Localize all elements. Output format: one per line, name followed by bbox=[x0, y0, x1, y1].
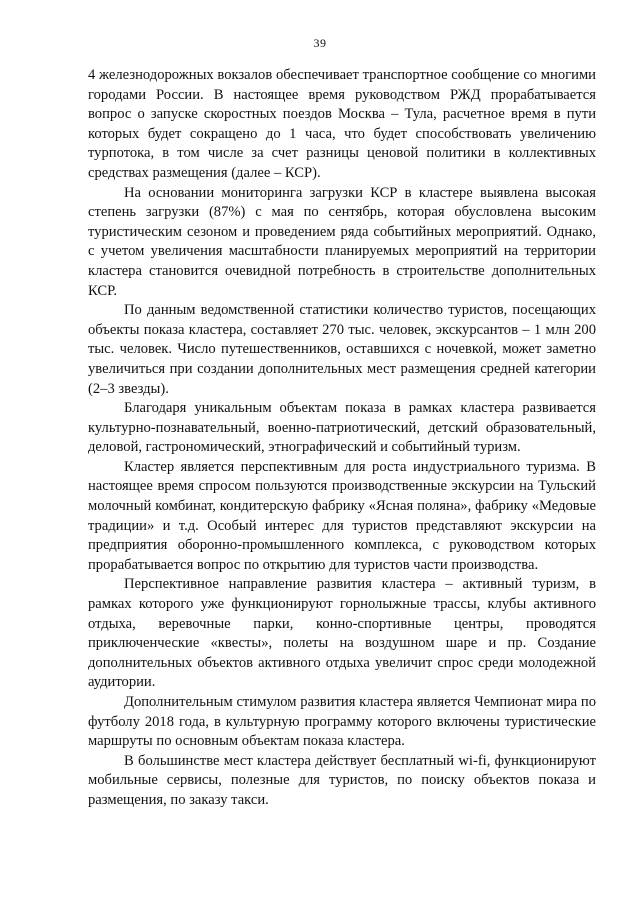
paragraph-ksr-load-monitoring: На основании мониторинга загрузки КСР в кластере выявлена высокая степень загрузки (87%) с мая по сентябрь, которая обусловлена высоким туристическим сезоном и проведением ряда событийных мероприятий. Однако, с учетом увеличения масштабности планируемых мероприятий на территории кластера становится очевидной потребность в строительстве дополнительных КСР. bbox=[88, 184, 596, 299]
paragraph-wifi-services: В большинстве мест кластера действует бесплатный wi-fi, функционируют мобильные сервисы, полезные для туристов, по поиску объектов показа и размещения, по заказу такси. bbox=[88, 752, 596, 808]
paragraph-world-cup: Дополнительным стимулом развития кластера является Чемпионат мира по футболу 2018 года, в культурную программу которого включены туристические маршруты по основным объектам показа кластера. bbox=[88, 694, 596, 750]
body-text bbox=[88, 66, 596, 811]
paragraph-railway-stations: 4 железнодорожных вокзалов обеспечивает транспортное сообщение со многими городами России. В настоящее время руководством РЖД прорабатывается вопрос о запуске скоростных поездов Москва – Тула, расчетное время в пути которых будет сокращено до 1 часа, что будет способствовать увеличению турпотока, в том числе за счет разницы ценовой политики в коллективных средствах размещения (далее – КСР). bbox=[88, 67, 596, 181]
paragraph-active-tourism: Перспективное направление развития кластера – активный туризм, в рамках которого уже функционируют горнолыжные трассы, клубы активного отдыха, веревочные парки, конно-спортивные центры, проводятся приключенческие «квесты», полеты на воздушном шаре и пр. Создание дополнительных объектов активного отдыха увеличит спрос среди молодежной аудитории. bbox=[88, 576, 596, 691]
paragraph-industrial-tourism: Кластер является перспективным для роста индустриального туризма. В настоящее время спросом пользуются производственные экскурсии на Тульский молочный комбинат, кондитерскую фабрику «Ясная поляна», фабрику «Медовые традиции» и т.д. Особый интерес для туристов представляют экскурсии на предприятия оборонно-промышленного комплекса, с руководством которых прорабатывается вопрос по открытию для туристов части производства. bbox=[88, 458, 596, 573]
paragraph-tourism-types: Благодаря уникальным объектам показа в рамках кластера развивается культурно-познавательный, военно-патриотический, детский образовательный, деловой, гастрономический, этнографический и событийный туризм. bbox=[88, 400, 596, 456]
paragraph-tourist-statistics: По данным ведомственной статистики количество туристов, посещающих объекты показа кластера, составляет 270 тыс. человек, экскурсантов – 1 млн 200 тыс. человек. Число путешественников, оставшихся с ночевкой, может заметно увеличиться при создании дополнительных мест размещения средней категории (2–3 звезды). bbox=[88, 302, 596, 397]
page-number: 39 bbox=[313, 36, 327, 50]
